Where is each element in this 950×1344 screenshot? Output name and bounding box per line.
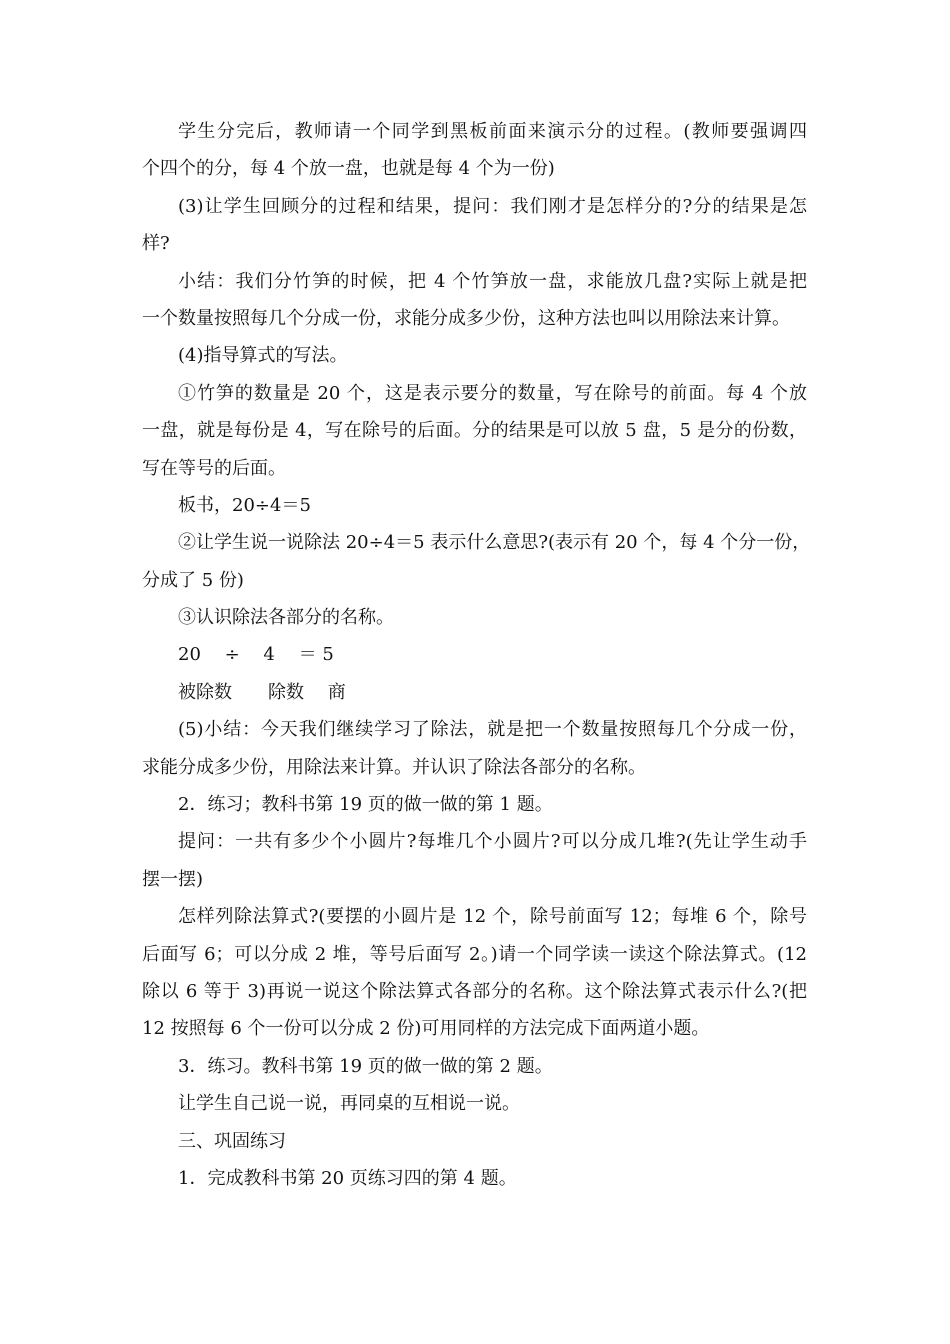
- text-line: (4)指导算式的写法。: [178, 345, 348, 367]
- text-line: 2．练习；教科书第 19 页的做一做的第 1 题。: [178, 794, 553, 816]
- text-line: 除以 6 等于 3)再说一说这个除法算式各部分的名称。这个除法算式表示什么?(把: [142, 980, 807, 1002]
- text-line: 分成了 5 份): [142, 569, 244, 591]
- text-line: (5)小结：今天我们继续学习了除法，就是把一个数量按照每几个分成一份，: [178, 719, 807, 741]
- text-line: 三、巩固练习: [178, 1130, 286, 1152]
- text-line: 3．练习。教科书第 19 页的做一做的第 2 题。: [178, 1055, 553, 1077]
- text-line: 一盘，就是每份是 4，写在除号的后面。分的结果是可以放 5 盘，5 是分的份数，: [142, 420, 807, 442]
- text-line: 1．完成教科书第 20 页练习四的第 4 题。: [178, 1167, 517, 1189]
- text-line: 求能分成多少份，用除法来计算。并认识了除法各部分的名称。: [142, 756, 646, 778]
- text-line: 后面写 6；可以分成 2 堆，等号后面写 2。)请一个同学读一读这个除法算式。(12: [142, 943, 807, 965]
- text-line: 摆一摆): [142, 868, 204, 890]
- text-line: 20 ÷ 4 ＝ 5: [178, 644, 334, 666]
- document-body: [142, 113, 811, 1197]
- text-line: 怎样列除法算式?(要摆的小圆片是 12 个，除号前面写 12；每堆 6 个，除号: [178, 906, 807, 928]
- text-line: 小结：我们分竹笋的时候，把 4 个竹笋放一盘，求能放几盘?实际上就是把: [178, 270, 807, 292]
- text-line: 个四个的分，每 4 个放一盘，也就是每 4 个为一份): [142, 158, 555, 180]
- text-line: 提问：一共有多少个小圆片?每堆几个小圆片?可以分成几堆?(先让学生动手: [178, 831, 807, 853]
- text-line: 板书，20÷4＝5: [178, 494, 311, 516]
- text-line: 写在等号的后面。: [142, 457, 286, 479]
- text-line: (3)让学生回顾分的过程和结果，提问：我们刚才是怎样分的?分的结果是怎: [178, 195, 807, 217]
- text-line: ③认识除法各部分的名称。: [178, 607, 394, 629]
- text-line: 被除数 除数 商: [178, 681, 346, 703]
- text-line: 让学生自己说一说，再同桌的互相说一说。: [178, 1093, 520, 1115]
- text-line: 学生分完后，教师请一个同学到黑板前面来演示分的过程。(教师要强调四: [178, 121, 807, 142]
- text-line: ②让学生说一说除法 20÷4＝5 表示什么意思?(表示有 20 个，每 4 个分一份，: [178, 532, 811, 554]
- text-line: ①竹笋的数量是 20 个，这是表示要分的数量，写在除号的前面。每 4 个放: [178, 382, 807, 404]
- text-line: 一个数量按照每几个分成一份，求能分成多少份，这种方法也叫以用除法来计算。: [142, 307, 790, 329]
- text-line: 样?: [142, 233, 170, 255]
- text-line: 12 按照每 6 个一份可以分成 2 份)可用同样的方法完成下面两道小题。: [142, 1018, 710, 1040]
